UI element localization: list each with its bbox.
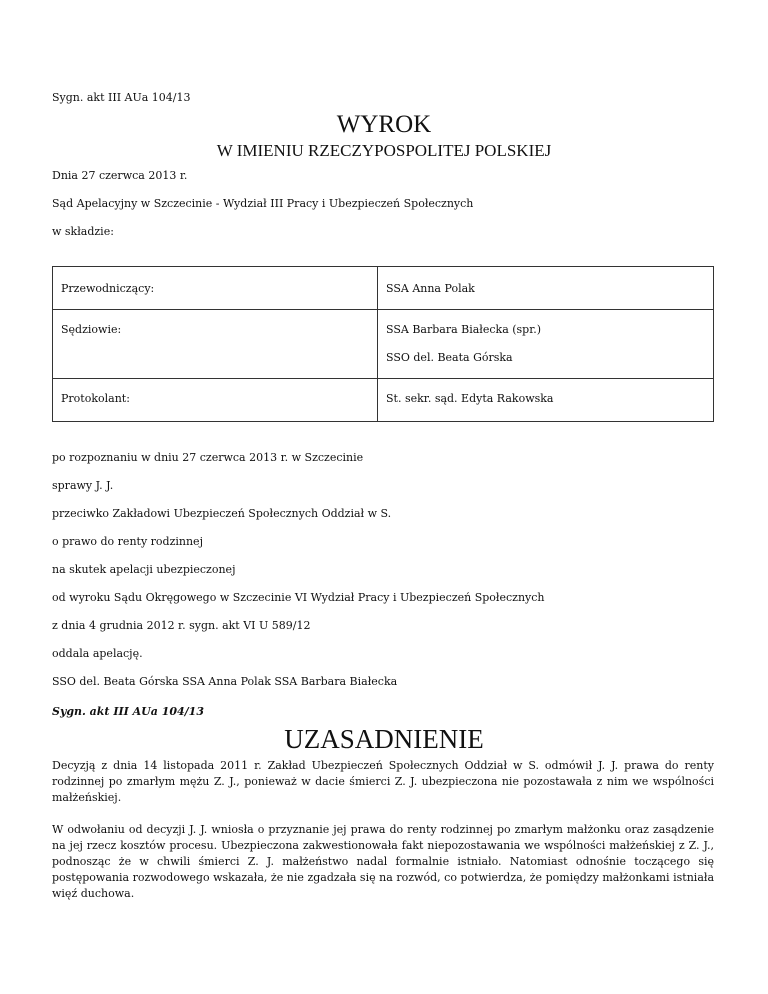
- court-line: Sąd Apelacyjny w Szczecinie - Wydział III Pracy i Ubezpieczeń Społecznych: [52, 197, 474, 210]
- judgment-subtitle: W IMIENIU RZECZYPOSPOLITEJ POLSKIEJ: [216, 141, 552, 160]
- judge-name: SSA Barbara Białecka (spr.): [386, 323, 542, 336]
- justification-paragraph: Decyzją z dnia 14 listopada 2011 r. Zakład Ubezpieczeń Społecznych Oddział w S. odmówił J. J. prawa do renty rodzinnej po zmarłym mężu Z. J., ponieważ w dacie śmierci Z. J. ubezpieczona nie pozostawała z nim we wspólności małżeńskiej.: [52, 759, 714, 804]
- role-cell: [53, 310, 378, 379]
- composition-intro: w składzie:: [52, 225, 114, 238]
- justification-paragraph: W odwołaniu od decyzji J. J. wniosła o przyznanie jej prawa do renty rodzinnej po zmarłym małżonku oraz zasądzenie na jej rzecz kosztów procesu. Ubezpieczona zakwestionowała fakt niepozostawania we wspólności małżeńskiej z Z. J., podnosząc że w chwili śmierci Z. J. małżeństwo nadal formalnie istniało. Natomiast odnośnie toczącego się postępowania rozwodowego wskazała, że nie zgadzała się na rozwód, co potwierdza, że pomiędzy małżonkami istniała więź duchowa.: [52, 823, 714, 900]
- date-line: Dnia 27 czerwca 2013 r.: [52, 169, 188, 182]
- body-line: od wyroku Sądu Okręgowego w Szczecinie VI Wydział Pracy i Ubezpieczeń Społecznych: [52, 591, 545, 604]
- names-cell: [378, 379, 714, 422]
- judge-name: SSA Anna Polak: [386, 282, 475, 295]
- role-label: Sędziowie:: [61, 323, 122, 336]
- clerk-name: St. sekr. sąd. Edyta Rakowska: [386, 392, 554, 405]
- case-signature-justification: Sygn. akt III AUa 104/13: [52, 705, 204, 718]
- judge-name: SSO del. Beata Górska: [386, 351, 513, 364]
- table-row: [53, 267, 714, 310]
- body-line: na skutek apelacji ubezpieczonej: [52, 563, 236, 576]
- body-line: przeciwko Zakładowi Ubezpieczeń Społecznych Oddział w S.: [52, 507, 392, 520]
- body-line: o prawo do renty rodzinnej: [52, 535, 203, 548]
- role-cell: [53, 267, 378, 310]
- judgment-title: WYROK: [336, 111, 432, 138]
- table-row: [53, 379, 714, 422]
- verdict-line: oddala apelację.: [52, 647, 143, 660]
- body-line: po rozpoznaniu w dniu 27 czerwca 2013 r. w Szczecinie: [52, 451, 364, 464]
- justification-title: UZASADNIENIE: [284, 724, 484, 754]
- body-line: sprawy J. J.: [52, 479, 114, 492]
- role-label: Protokolant:: [61, 392, 130, 405]
- role-label: Przewodniczący:: [61, 282, 155, 295]
- court-composition-table: [52, 266, 714, 422]
- body-line: z dnia 4 grudnia 2012 r. sygn. akt VI U 589/12: [52, 619, 311, 632]
- names-cell: [378, 310, 714, 379]
- role-cell: [53, 379, 378, 422]
- case-signature-top: Sygn. akt III AUa 104/13: [52, 91, 191, 104]
- names-cell: [378, 267, 714, 310]
- signatures-line: SSO del. Beata Górska SSA Anna Polak SSA Barbara Białecka: [52, 675, 398, 688]
- table-row: [53, 310, 714, 379]
